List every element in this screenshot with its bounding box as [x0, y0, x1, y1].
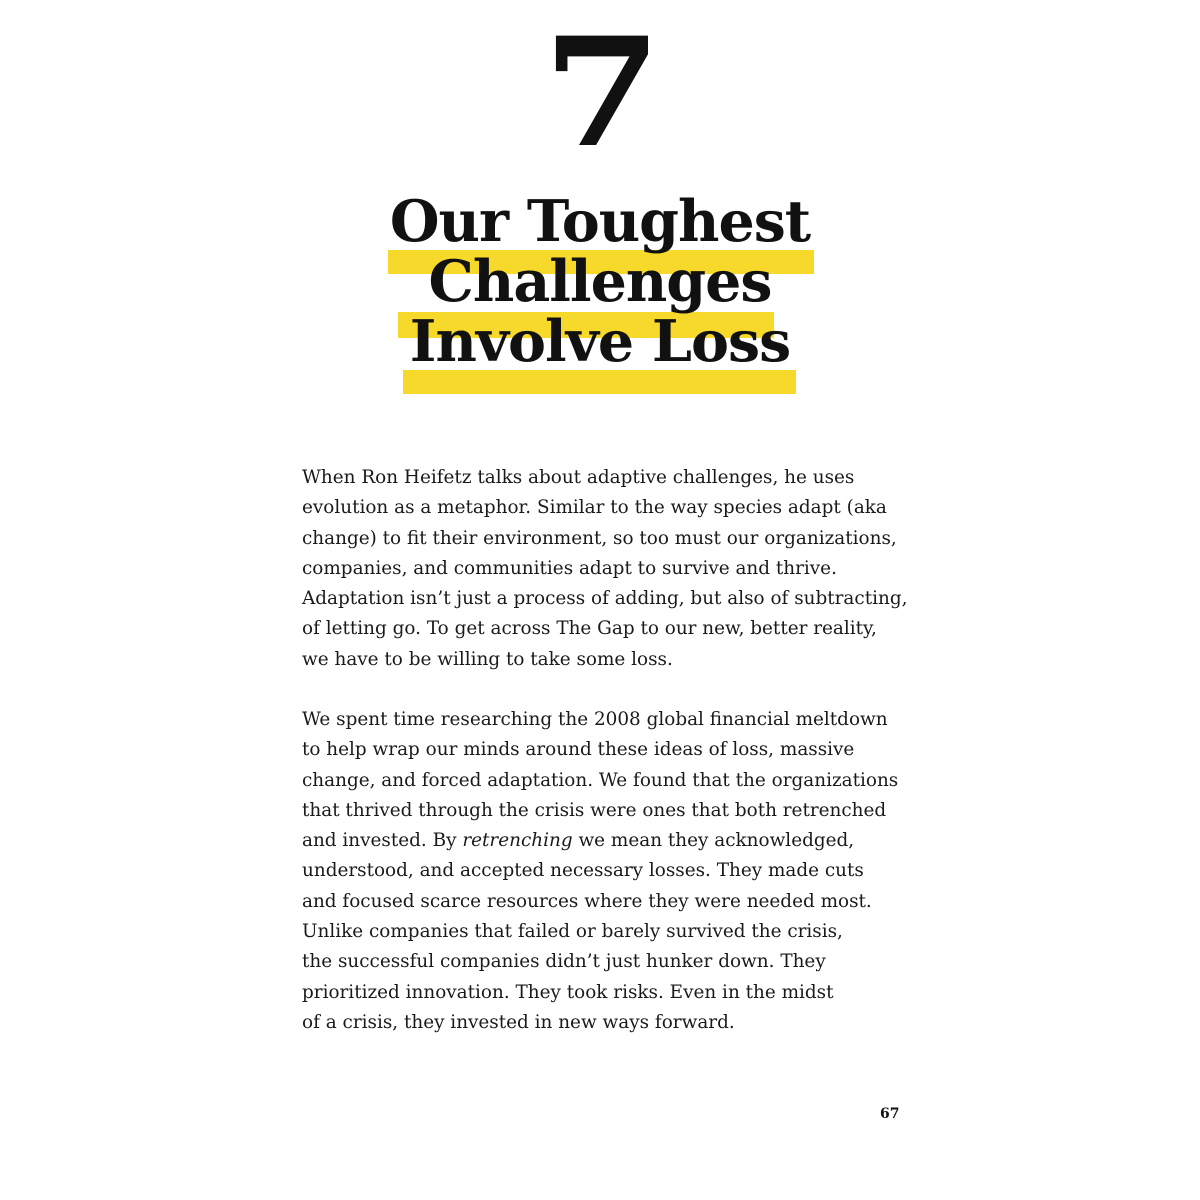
chapter-number: 7 — [542, 5, 658, 181]
line-text: and invested. By — [302, 830, 463, 852]
paragraph-line: When Ron Heifetz talks about adaptive challenges, he uses — [302, 467, 855, 488]
paragraph-line: evolution as a metaphor. Similar to the way species adapt (aka — [302, 497, 887, 519]
paragraph-line: of a crisis, they invested in new ways forward. — [302, 1011, 735, 1033]
paragraph-line: to help wrap our minds around these ideas of loss, massive — [302, 739, 855, 761]
paragraph-line: of letting go. To get across The Gap to our new, better reality, — [302, 618, 877, 640]
paragraph-line — [302, 826, 922, 856]
title-line-1: Our Toughest — [389, 188, 811, 255]
paragraph-line: the successful companies didn’t just hunker down. They — [302, 951, 826, 973]
paragraph-line: Adaptation isn’t just a process of adding, but also of subtracting, — [302, 588, 908, 610]
paragraph-line: understood, and accepted necessary losses. They made cuts — [302, 860, 864, 882]
paragraph-line: that thrived through the crisis were ones that both retrenched — [302, 799, 887, 821]
paragraph-line: We spent time researching the 2008 global financial meltdown — [302, 709, 888, 730]
emphasized-term: retrenching — [462, 830, 573, 852]
paragraph-line: Unlike companies that failed or barely survived the crisis, — [302, 921, 843, 943]
page-number: 67 — [880, 1106, 900, 1122]
title-line-2: Challenges — [428, 248, 772, 315]
paragraph-1 — [302, 463, 922, 675]
title-line-3: Involve Loss — [409, 308, 791, 375]
line-text: we mean they acknowledged, — [572, 830, 855, 852]
paragraph-2 — [302, 705, 922, 1038]
paragraph-line: change, and forced adaptation. We found that the organizations — [302, 769, 899, 791]
paragraph-line: and focused scarce resources where they were needed most. — [302, 890, 872, 912]
paragraph-line: change) to fit their environment, so too must our organizations, — [302, 527, 897, 549]
paragraph-line: prioritized innovation. They took risks. Even in the midst — [302, 981, 834, 1003]
paragraph-line: we have to be willing to take some loss. — [302, 648, 673, 670]
paragraph-line: companies, and communities adapt to survive and thrive. — [302, 557, 837, 579]
